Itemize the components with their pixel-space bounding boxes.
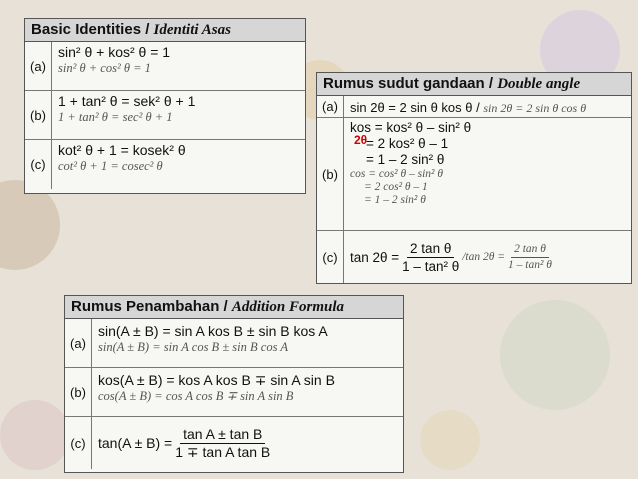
formula-english: 1 + tan² θ = sec² θ + 1 bbox=[58, 110, 173, 124]
numerator: tan A ± tan B bbox=[180, 426, 265, 444]
row-label: (c) bbox=[25, 140, 52, 189]
formula-malay: sin(A ± B) = sin A kos B ± sin B kos A bbox=[98, 323, 328, 339]
title-translation: Addition Formula bbox=[231, 299, 344, 315]
table-title bbox=[317, 73, 631, 96]
row-label: (b) bbox=[317, 118, 344, 230]
formula-english: sin² θ + cos² θ = 1 bbox=[58, 61, 151, 75]
separator: / bbox=[462, 250, 466, 263]
identity-row bbox=[65, 417, 403, 469]
identity-row bbox=[65, 319, 403, 368]
table-title bbox=[25, 19, 305, 42]
formula-malay: 1 + tan² θ = sek² θ + 1 bbox=[58, 93, 196, 109]
addition-formula-table bbox=[64, 295, 404, 473]
formula-malay: tan(A ± B) = bbox=[98, 434, 173, 451]
title-text: Basic Identities / bbox=[31, 21, 154, 38]
formula-malay: sin² θ + kos² θ = 1 bbox=[58, 44, 171, 60]
formula-malay: = 1 – 2 sin² θ bbox=[366, 152, 445, 167]
identity-row bbox=[65, 368, 403, 417]
double-angle-table bbox=[316, 72, 632, 284]
formula-english: sin(A ± B) = sin A cos B ± sin B cos A bbox=[98, 340, 288, 354]
fraction bbox=[399, 240, 462, 275]
denominator: 1 – tan² θ bbox=[508, 258, 552, 271]
numerator: 2 tan θ bbox=[407, 240, 454, 258]
formula-english: tan 2θ = bbox=[465, 250, 506, 263]
row-label: (a) bbox=[65, 319, 92, 367]
fraction bbox=[505, 242, 555, 273]
row-label: (b) bbox=[25, 91, 52, 139]
identity-row bbox=[317, 118, 631, 231]
fraction bbox=[172, 426, 273, 461]
formula-english: = 2 cos² θ – 1 bbox=[364, 181, 428, 193]
title-text: Rumus sudut gandaan / bbox=[323, 75, 498, 92]
title-text: Rumus Penambahan / bbox=[71, 298, 232, 315]
formula-english: cos(A ± B) = cos A cos B ∓ sin A sin B bbox=[98, 389, 294, 403]
row-label: (c) bbox=[65, 417, 92, 469]
denominator: 1 – tan² θ bbox=[402, 258, 460, 274]
formula-malay: kos = kos² θ – sin² θ bbox=[350, 120, 472, 135]
identity-row bbox=[25, 42, 305, 91]
decor-circle bbox=[420, 410, 480, 470]
row-label: (b) bbox=[65, 368, 92, 416]
formula-malay: kos(A ± B) = kos A kos B ∓ sin A sin B bbox=[98, 372, 335, 388]
title-translation: Identiti Asas bbox=[153, 22, 231, 38]
formula-malay: sin 2θ = 2 sin θ kos θ / bbox=[350, 100, 484, 115]
identity-row bbox=[317, 96, 631, 118]
formula-english: sin 2θ = 2 sin θ cos θ bbox=[483, 101, 587, 115]
decor-circle bbox=[500, 300, 610, 410]
identity-row bbox=[317, 231, 631, 283]
formula-malay: = 2 kos² θ – 1 bbox=[366, 136, 449, 151]
row-label: (c) bbox=[317, 231, 344, 283]
formula-malay: tan 2θ = bbox=[350, 249, 400, 265]
title-translation: Double angle bbox=[497, 76, 581, 92]
basic-identities-table bbox=[24, 18, 306, 194]
formula-english: cos = cos² θ – sin² θ bbox=[350, 168, 444, 180]
numerator: 2 tan θ bbox=[511, 242, 549, 258]
formula-english: = 1 – 2 sin² θ bbox=[364, 194, 426, 206]
decor-circle bbox=[0, 400, 70, 470]
row-label: (a) bbox=[317, 96, 344, 117]
denominator: 1 ∓ tan A tan B bbox=[175, 443, 271, 460]
formula-english: cot² θ + 1 = cosec² θ bbox=[58, 159, 163, 173]
identity-row bbox=[25, 91, 305, 140]
table-title bbox=[65, 296, 403, 319]
row-label: (a) bbox=[25, 42, 52, 90]
identity-row bbox=[25, 140, 305, 189]
formula-malay: kot² θ + 1 = kosek² θ bbox=[58, 142, 186, 158]
handwritten-note: 2θ bbox=[354, 133, 368, 147]
